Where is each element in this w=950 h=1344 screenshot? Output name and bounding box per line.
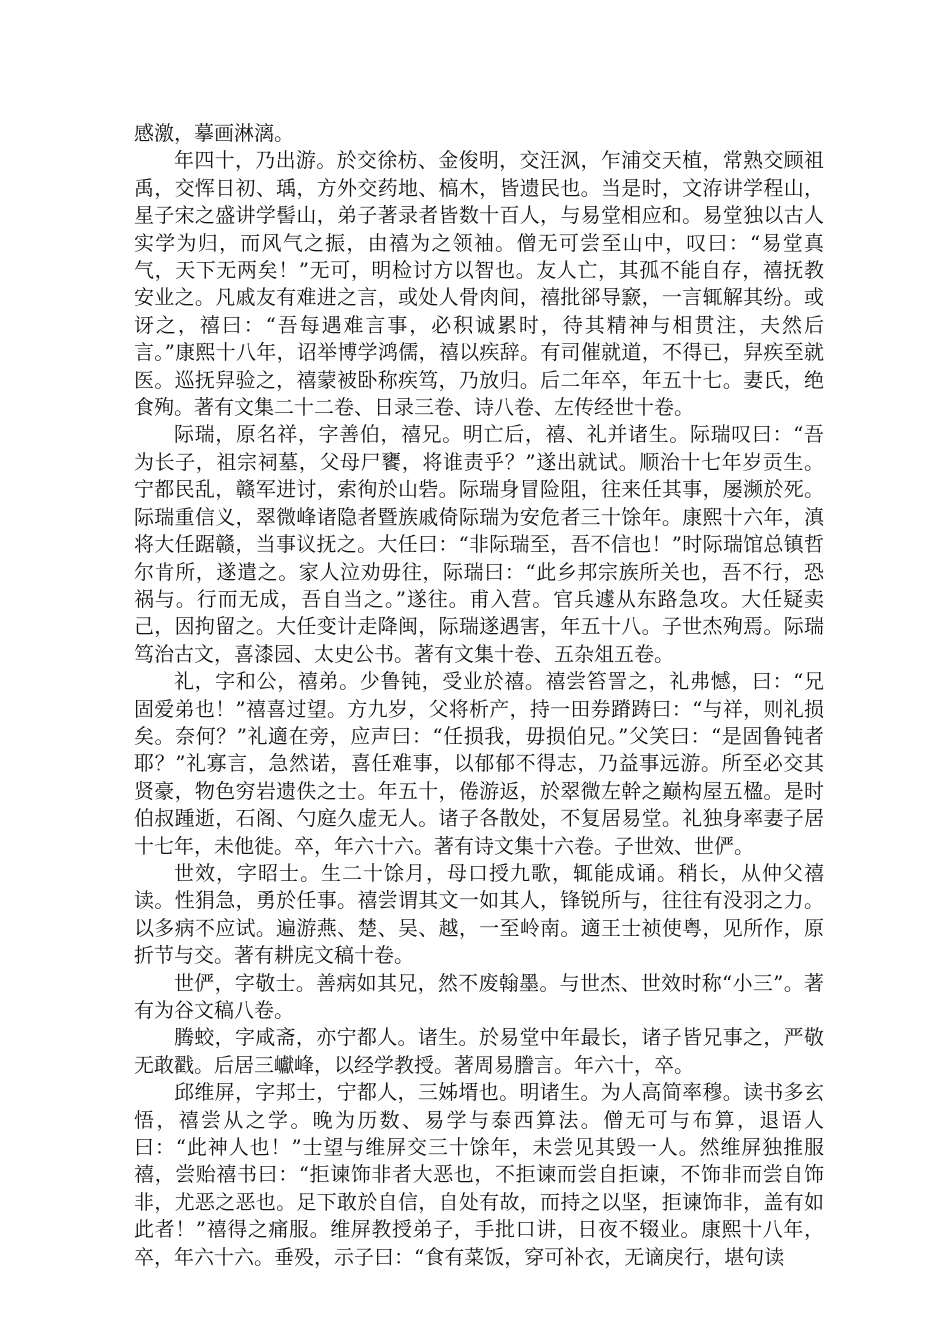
paragraph-7: 腾蛟，字咸斋，亦宁都人。诸生。於易堂中年最长，诸子皆兄事之，严敬无敢戳。后居三巘峰，以经学教授。著周易謄言。年六十，卒。	[134, 1025, 824, 1077]
document-page	[134, 120, 824, 1271]
paragraph-5: 世效，字昭士。生二十馀月，母口授九歌，辄能成诵。稍长，从仲父禧读。性狷急，勇於任事。禧尝谓其文一如其人，锋锐所与，往往有没羽之力。以多病不应试。遍游燕、楚、吴、越，一至岭南。適王士祯使粤，见所作，原折节与交。著有耕庑文稿十卷。	[134, 860, 824, 968]
paragraph-2: 年四十，乃出游。於交徐枋、金俊明，交汪沨，乍浦交天植，常熟交顾祖禹，交恽日初、瑀，方外交药地、槁木，皆遗民也。当是时，文洊讲学程山，星子宋之盛讲学髻山，弟子著录者皆数十百人，与易堂相应和。易堂独以古人实学为归，而风气之振，由禧为之领袖。僧无可尝至山中，叹曰：“易堂真气，天下无两矣！”无可，明检讨方以智也。友人亡，其孤不能自存，禧抚教安业之。凡戚友有难进之言，或处人骨肉间，禧批郤导窾，一言辄解其纷。或讶之，禧曰：“吾每遇难言事，必积诚累时，待其精神与相贯注，夫然后言。”康熙十八年，诏举博学鸿儒，禧以疾辞。有司催就道，不得已，舁疾至就医。巡抚舁验之，禧蒙被卧称疾笃，乃放归。后二年卒，年五十七。妻氏，绝食殉。著有文集二十二卷、日录三卷、诗八卷、左传经世十卷。	[134, 148, 824, 420]
paragraph-6: 世俨，字敬士。善病如其兄，然不废翰墨。与世杰、世效时称“小三”。著有为谷文稿八卷。	[134, 970, 824, 1022]
paragraph-3: 际瑞，原名祥，字善伯，禧兄。明亡后，禧、礼并诸生。际瑞叹曰：“吾为长子，祖宗祠墓，父母尸饔，将谁责乎？”遂出就试。顺治十七年岁贡生。宁都民乱，赣军进讨，索徇於山砦。际瑞身冒险阻，往来任其事，屡濒於死。际瑞重信义，翠微峰诸隐者暨族戚倚际瑞为安危者三十馀年。康熙十六年，滇将大任踞赣，当事议抚之。大任曰：“非际瑞至，吾不信也！”时际瑞馆总镇哲尔肯所，遂遣之。家人泣劝毋往，际瑞曰：“此乡邦宗族所关也，吾不行，恐祸与。行而无成，吾自当之。”遂往。甫入营。官兵遽从东路急攻。大任疑卖己，因拘留之。大任变计走降闽，际瑞遂遇害，年五十八。子世杰殉焉。际瑞笃治古文，喜漆园、太史公书。著有文集十卷、五杂俎五卷。	[134, 422, 824, 666]
paragraph-8: 邱维屏，字邦士，宁都人，三姊壻也。明诸生。为人高简率穆。读书多玄悟，禧尝从之学。晚为历数、易学与泰西算法。僧无可与布算，退语人曰：“此神人也！”士望与维屏交三十馀年，未尝见其毁一人。然维屏独推服禧，尝贻禧书曰：“拒谏饰非者大恶也，不拒谏而尝自拒谏，不饰非而尝自饰非，尤恶之恶也。足下敢於自信，自处有故，而持之以坚，拒谏饰非，盖有如此者！”禧得之痛服。维屏教授弟子，手批口讲，日夜不辍业。康熙十八年，卒，年六十六。垂殁，示子曰：“食有菜饭，穿可补衣，无谪戾行，堪句读	[134, 1080, 824, 1269]
paragraph-4: 礼，字和公，禧弟。少鲁钝，受业於禧。禧尝笞詈之，礼弗憾，曰：“兄固爱弟也！”禧喜过望。方九岁，父将析产，持一田券蹐踌曰：“与祥，则礼损矣。奈何？”礼適在旁，应声曰：“任损我，毋损伯兄。”父笑曰：“是固鲁钝者耶？”礼寡言，急然诺，喜任难事，以郁郁不得志，乃益事远游。所至必交其贤豪，物色穷岩遗佚之士。年五十，倦游返，於翠微左幹之巅构屋五楹。是时伯叔踵逝，石阁、勺庭久虚无人。诸子各散处，不复居易堂。礼独身率妻子居十七年，未他徙。卒，年六十六。著有诗文集十六卷。子世效、世俨。	[134, 669, 824, 858]
paragraph-1: 感激，摹画淋漓。	[134, 121, 294, 145]
